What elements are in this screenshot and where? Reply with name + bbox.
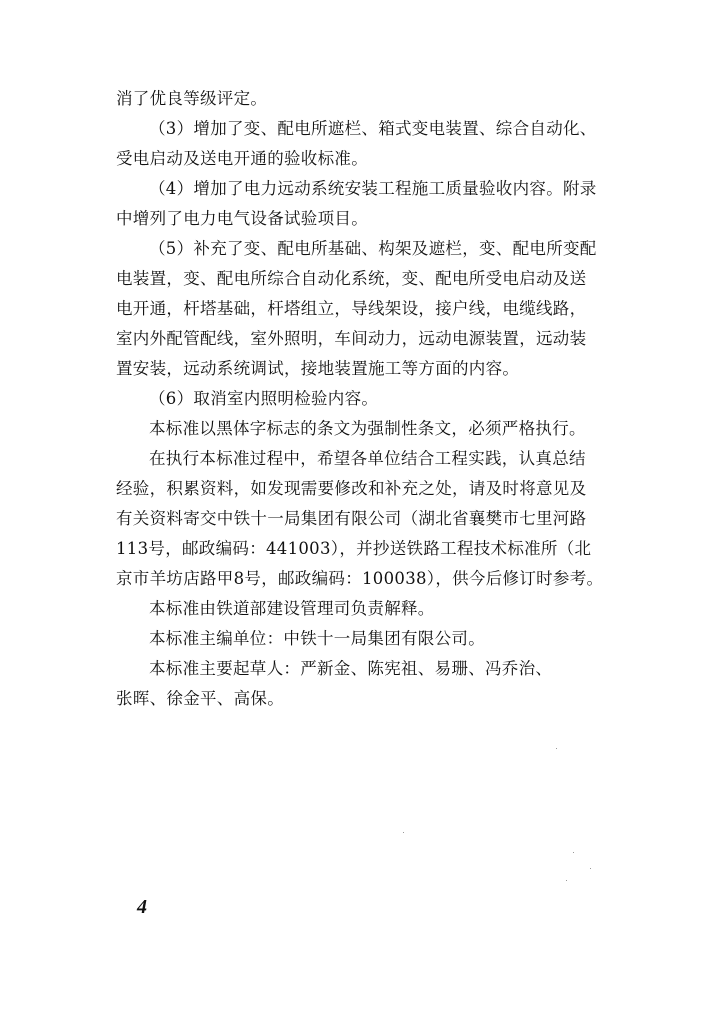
text-line: 经验，积累资料，如发现需要修改和补充之处，请及时将意见及 — [116, 479, 587, 498]
scan-speck — [566, 880, 567, 881]
text-line: （4）增加了电力远动系统安装工程施工质量验收内容。附录 — [149, 179, 597, 198]
text-line: （5）补充了变、配电所基础、构架及遮栏，变、配电所变配 — [149, 239, 597, 258]
text-line: 张晖、徐金平、高保。 — [116, 689, 284, 708]
text-line: （6）取消室内照明检验内容。 — [149, 389, 379, 408]
text-line: 本标准主编单位：中铁十一局集团有限公司。 — [149, 629, 485, 648]
text-line: 本标准主要起草人：严新金、陈宪祖、易珊、冯乔治、 — [149, 659, 553, 678]
text-line: （3）增加了变、配电所遮栏、箱式变电装置、综合自动化、 — [149, 119, 597, 138]
text-line: 室内外配管配线，室外照明，车间动力，远动电源装置，远动装 — [116, 329, 587, 348]
scan-speck — [573, 852, 574, 853]
scan-speck — [403, 832, 404, 833]
text-line: 有关资料寄交中铁十一局集团有限公司（湖北省襄樊市七里河路 — [116, 509, 587, 528]
text-line: 电开通，杆塔基础，杆塔组立，导线架设，接户线，电缆线路， — [116, 299, 587, 318]
page-number: 4 — [137, 896, 147, 918]
scan-speck — [590, 868, 591, 869]
text-line: 本标准以黑体字标志的条文为强制性条文，必须严格执行。 — [149, 419, 586, 438]
text-line: 受电启动及送电开通的验收标准。 — [116, 149, 368, 168]
text-line: 中增列了电力电气设备试验项目。 — [116, 209, 368, 228]
body-text — [116, 84, 636, 714]
text-line: 电装置，变、配电所综合自动化系统，变、配电所受电启动及送 — [116, 269, 587, 288]
scan-speck — [556, 748, 557, 749]
text-line: 113号，邮政编码：441003），并抄送铁路工程技术标准所（北 — [116, 539, 592, 558]
text-line: 本标准由铁道部建设管理司负责解释。 — [149, 599, 435, 618]
text-line: 在执行本标准过程中，希望各单位结合工程实践，认真总结 — [149, 449, 586, 468]
text-line: 京市羊坊店路甲8号，邮政编码：100038），供今后修订时参考。 — [116, 569, 604, 588]
text-line: 置安装，远动系统调试，接地装置施工等方面的内容。 — [116, 359, 520, 378]
text-line: 消了优良等级评定。 — [116, 89, 268, 108]
